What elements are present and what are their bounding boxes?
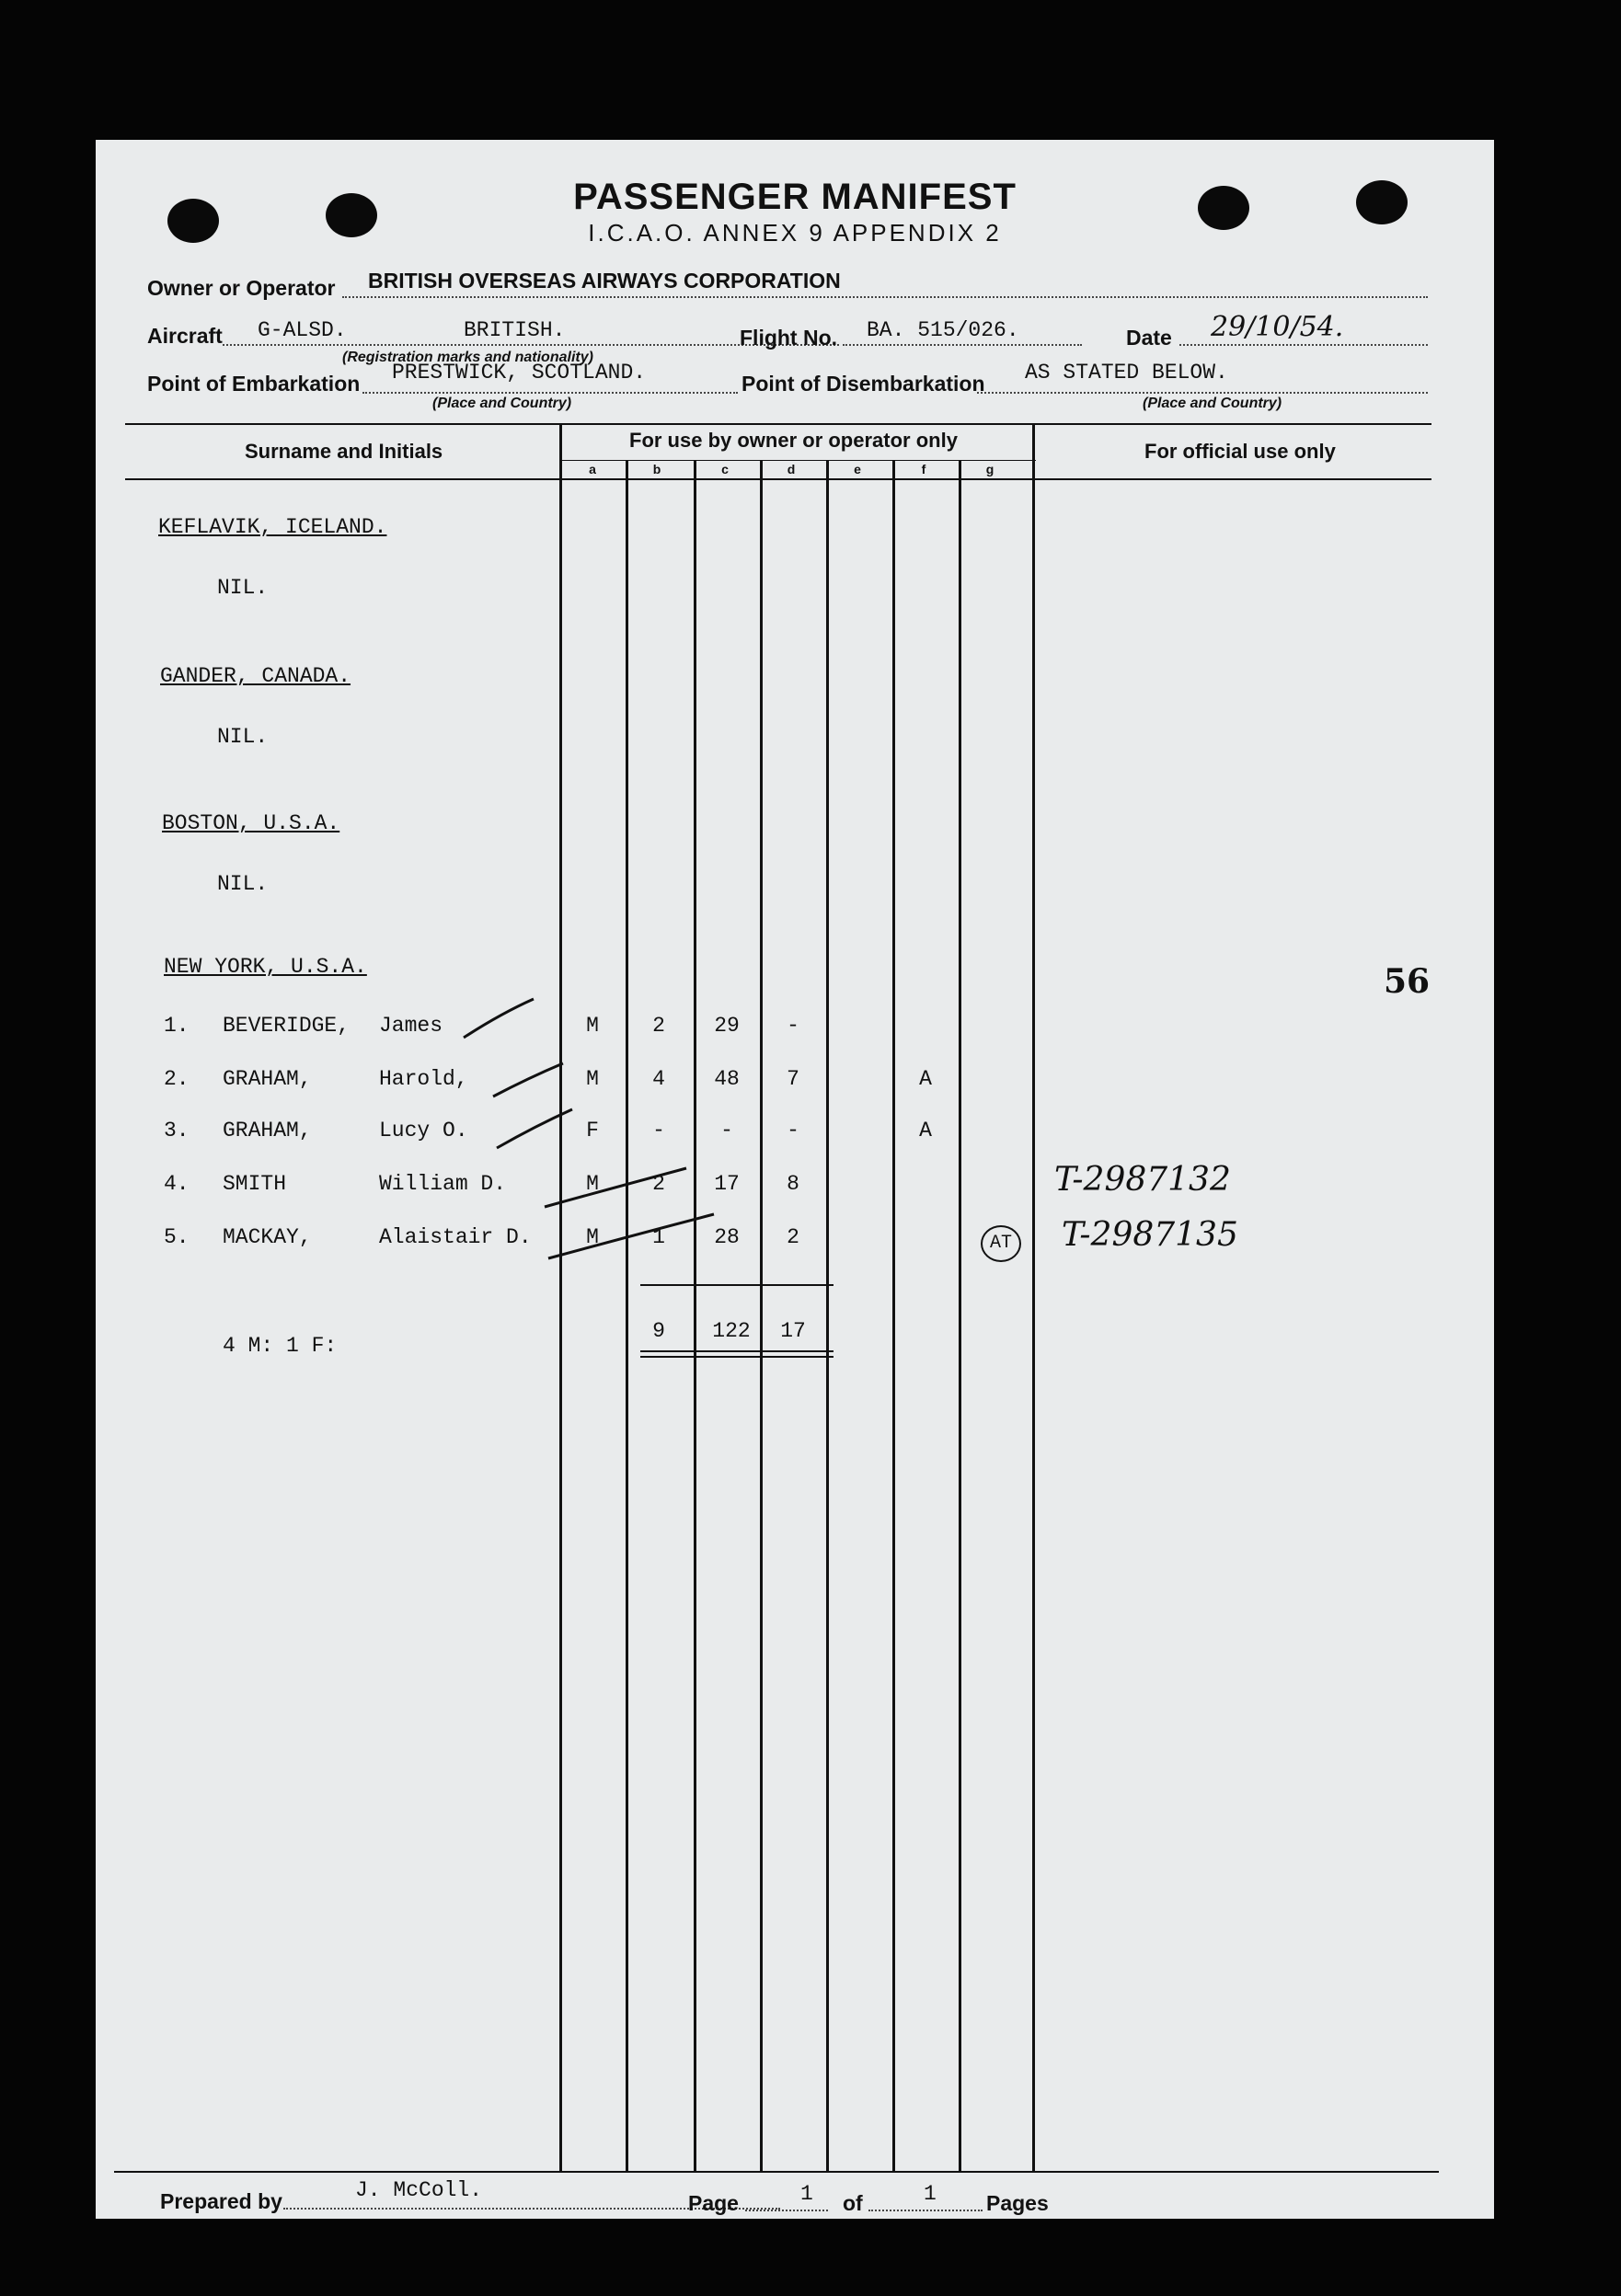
- prepared-label: Prepared by: [160, 2189, 282, 2213]
- disembark-label: Point of Disembarkation: [742, 372, 985, 396]
- section-note: NIL.: [217, 872, 269, 896]
- official-note: T-2987135: [1062, 1216, 1238, 1254]
- cell-d: 7: [787, 1067, 799, 1091]
- passenger-surname: GRAHAM,: [223, 1119, 312, 1142]
- total-c: 122: [712, 1319, 751, 1343]
- flight-value: BA. 515/026.: [867, 318, 1019, 342]
- cell-d: 8: [787, 1172, 799, 1196]
- aircraft-caption: (Registration marks and nationality): [342, 350, 593, 365]
- flight-label: Flight No.: [740, 326, 838, 350]
- section-place: NEW YORK, U.S.A.: [164, 955, 367, 979]
- owner-use-header: For use by owner or operator only: [629, 429, 958, 452]
- cell-d: 2: [787, 1225, 799, 1249]
- col-letter: c: [721, 462, 729, 476]
- embark-label: Point of Embarkation: [147, 372, 361, 396]
- aircraft-registration: G-ALSD.: [258, 318, 347, 342]
- page-label: Page: [688, 2191, 739, 2215]
- section-place: KEFLAVIK, ICELAND.: [158, 515, 387, 539]
- cell-a: M: [586, 1014, 599, 1038]
- cell-f: A: [919, 1067, 932, 1091]
- col-letter: a: [589, 462, 596, 476]
- totals-double-rule: [640, 1356, 833, 1358]
- date-label: Date: [1126, 326, 1172, 350]
- date-value: 29/10/54.: [1211, 311, 1344, 343]
- cell-c: 17: [714, 1172, 740, 1196]
- manifest-subtitle: I.C.A.O. ANNEX 9 APPENDIX 2: [588, 219, 1002, 247]
- cell-b: 4: [652, 1067, 665, 1091]
- section-place: BOSTON, U.S.A.: [162, 811, 340, 835]
- owner-value: BRITISH OVERSEAS AIRWAYS CORPORATION: [368, 269, 841, 293]
- cell-f: A: [919, 1119, 932, 1142]
- cell-c: -: [720, 1119, 733, 1142]
- totals-top-rule: [640, 1284, 833, 1286]
- passenger-surname: SMITH: [223, 1172, 287, 1196]
- col-letter: e: [854, 462, 861, 476]
- gender-summary: 4 M: 1 F:: [223, 1334, 338, 1358]
- passenger-given-name: Harold,: [379, 1067, 468, 1091]
- cell-a: M: [586, 1172, 599, 1196]
- page-dotline: [745, 2210, 828, 2211]
- section-note: NIL.: [217, 725, 269, 749]
- col-letter: f: [921, 462, 926, 476]
- passenger-given-name: James: [379, 1014, 443, 1038]
- passenger-number: 3.: [164, 1119, 190, 1142]
- disembark-caption: (Place and Country): [1143, 396, 1282, 411]
- cell-b: -: [652, 1119, 665, 1142]
- cell-d: -: [787, 1014, 799, 1038]
- official-use-header: For official use only: [1144, 440, 1336, 463]
- passenger-number: 4.: [164, 1172, 190, 1196]
- embark-caption: (Place and Country): [432, 396, 572, 411]
- footer-rule: [114, 2171, 1439, 2173]
- total-b: 9: [652, 1319, 665, 1343]
- page-value: 1: [800, 2182, 813, 2206]
- of-value: 1: [924, 2182, 937, 2206]
- cell-g-circled: AT: [981, 1225, 1021, 1262]
- handwritten-tick-marks: [96, 140, 1494, 1428]
- disembark-value: AS STATED BELOW.: [1025, 361, 1228, 385]
- cell-b: 1: [652, 1225, 665, 1249]
- aircraft-nationality: BRITISH.: [464, 318, 566, 342]
- cell-c: 28: [714, 1225, 740, 1249]
- cell-c: 48: [714, 1067, 740, 1091]
- owner-label: Owner or Operator: [147, 276, 336, 300]
- total-d: 17: [780, 1319, 806, 1343]
- passenger-number: 5.: [164, 1225, 190, 1249]
- passenger-surname: BEVERIDGE,: [223, 1014, 351, 1038]
- cell-a: M: [586, 1067, 599, 1091]
- of-dotline: [868, 2210, 983, 2211]
- section-note: NIL.: [217, 576, 269, 600]
- passenger-given-name: William D.: [379, 1172, 507, 1196]
- cell-a: F: [586, 1119, 599, 1142]
- manifest-page: [96, 140, 1494, 2219]
- manifest-title: PASSENGER MANIFEST: [573, 177, 1017, 217]
- passenger-given-name: Alaistair D.: [379, 1225, 532, 1249]
- of-label: of: [843, 2191, 863, 2215]
- passenger-surname: GRAHAM,: [223, 1067, 312, 1091]
- aircraft-label: Aircraft: [147, 324, 223, 348]
- cell-d: -: [787, 1119, 799, 1142]
- margin-page-number: 56: [1384, 962, 1431, 1001]
- surname-header: Surname and Initials: [245, 440, 443, 463]
- passenger-number: 2.: [164, 1067, 190, 1091]
- embark-value: PRESTWICK, SCOTLAND.: [392, 361, 647, 385]
- passenger-given-name: Lucy O.: [379, 1119, 468, 1142]
- col-letter: d: [787, 462, 796, 476]
- col-letter: b: [652, 462, 661, 476]
- cell-c: 29: [714, 1014, 740, 1038]
- col-letter: g: [985, 462, 994, 476]
- passenger-surname: MACKAY,: [223, 1225, 312, 1249]
- official-note: T-2987132: [1054, 1161, 1231, 1199]
- cell-b: 2: [652, 1014, 665, 1038]
- prepared-value: J. McColl.: [355, 2178, 483, 2202]
- cell-b: 2: [652, 1172, 665, 1196]
- cell-a: M: [586, 1225, 599, 1249]
- pages-label: Pages: [986, 2191, 1049, 2215]
- passenger-number: 1.: [164, 1014, 190, 1038]
- totals-double-rule: [640, 1350, 833, 1352]
- section-place: GANDER, CANADA.: [160, 664, 351, 688]
